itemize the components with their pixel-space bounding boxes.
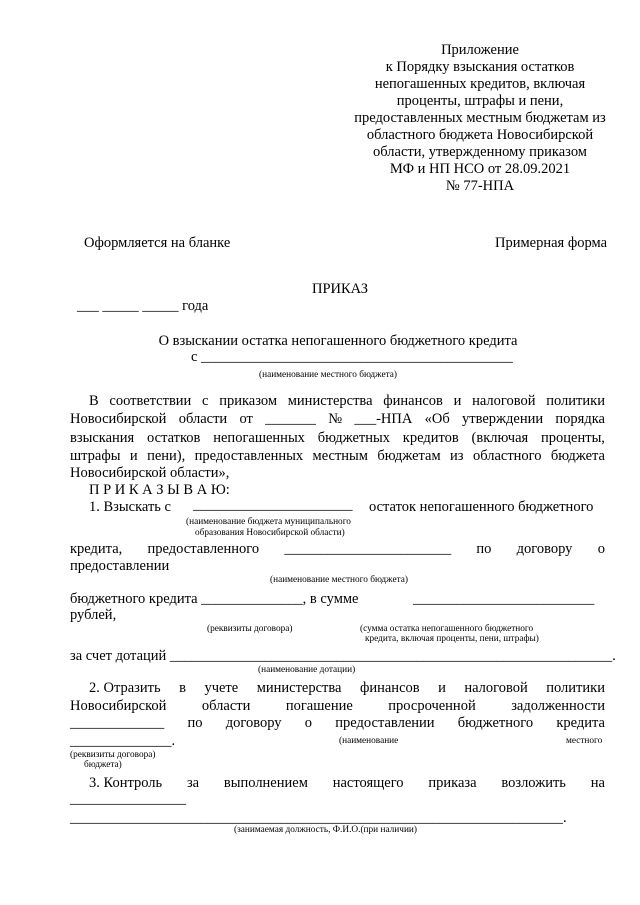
item2-note: (реквизиты договора) xyxy=(70,750,156,760)
item2-line-2: Новосибирской области погашение просроченной задолженности xyxy=(70,698,605,714)
appendix-line: предоставленных местным бюджетам из xyxy=(354,110,606,126)
item2-line-4: ______________. xyxy=(70,733,176,749)
item1-note-local-budget: (наименование местного бюджета) xyxy=(270,575,408,585)
date-line: ___ _____ _____ года xyxy=(77,298,209,314)
preamble-line-3: взыскания остатков непогашенных бюджетных кредитов (включая проценты, xyxy=(70,430,605,446)
appendix-line: Приложение xyxy=(441,42,519,58)
appendix-line: № 77-НПА xyxy=(445,178,515,194)
appendix-line: МФ и НП НСО от 28.09.2021 xyxy=(389,161,571,177)
subject-line: О взыскании остатка непогашенного бюджетного кредита xyxy=(158,333,518,349)
appendix-line: областного бюджета Новосибирской xyxy=(366,127,594,143)
item1-note-sum: кредита, включая проценты, пени, штрафы) xyxy=(365,634,539,644)
item1-note-sum: (сумма остатка непогашенного бюджетного xyxy=(360,624,534,634)
appendix-line: непогашенных кредитов, включая xyxy=(374,76,586,92)
appendix-line: к Порядку взыскания остатков xyxy=(385,59,575,75)
order-word: П Р И К А З Ы В А Ю: xyxy=(89,482,230,498)
item1-line-4-right: _________________________ xyxy=(413,591,595,607)
item1-note-subsidy: (наименование дотации) xyxy=(258,665,356,675)
item2-line-3: _____________ по договору о предоставлении бюджетного кредита xyxy=(70,715,605,731)
item3-line-2: ________________ xyxy=(70,791,186,807)
preamble-line-4: штрафы и пени), предоставленных местным бюджетам из областного бюджета xyxy=(70,448,605,464)
item1-line-6: за счет дотаций _____________________________________________________________. xyxy=(70,648,616,664)
item2-line-1: 2. Отразить в учете министерства финансов и налоговой политики xyxy=(89,680,605,696)
item1-line-5: рублей, xyxy=(70,607,117,623)
preamble-line-1: В соответствии с приказом министерства финансов и налоговой политики xyxy=(89,393,605,409)
item1-note-contract: (реквизиты договора) xyxy=(207,624,293,634)
appendix-line: области, утвержденному приказом xyxy=(373,144,587,160)
item1-blank: ______________________ xyxy=(193,497,353,513)
appendix-line: проценты, штрафы и пени, xyxy=(396,93,564,109)
item3-line-1: 3. Контроль за выполнением настоящего приказа возложить на xyxy=(89,775,605,791)
item1-line-2: кредита, предоставленного _______________________ по договору о xyxy=(70,541,605,557)
item3-line-3: ____________________________________________________________________. xyxy=(70,810,567,826)
item1-note: образования Новосибирской области) xyxy=(195,528,345,538)
item1-line-4-left: бюджетного кредита ______________, в сумме xyxy=(70,591,359,607)
item1-suffix: остаток непогашенного бюджетного xyxy=(369,499,594,515)
item2-note: бюджета) xyxy=(84,760,122,770)
preamble-line-5: Новосибирской области», xyxy=(70,465,230,481)
item2-note: местного xyxy=(566,736,603,746)
page-title: ПРИКАЗ xyxy=(311,281,369,297)
header-right: Примерная форма xyxy=(495,235,608,251)
subject-line-2: с ___________________________________________ xyxy=(191,349,513,365)
item3-note: (занимаемая должность, Ф.И.О.(при наличии) xyxy=(234,825,418,835)
item1-note: (наименование бюджета муниципального xyxy=(186,517,351,527)
subject-note: (наименование местного бюджета) xyxy=(259,370,397,380)
item1-line-3: предоставлении xyxy=(70,558,170,574)
item2-note: (наименование xyxy=(339,736,399,746)
header-left: Оформляется на бланке xyxy=(84,235,231,251)
preamble-line-2: Новосибирской области от _______ № ___-НПА «Об утверждении порядка xyxy=(70,411,605,427)
item1-prefix: 1. Взыскать с xyxy=(89,499,171,515)
